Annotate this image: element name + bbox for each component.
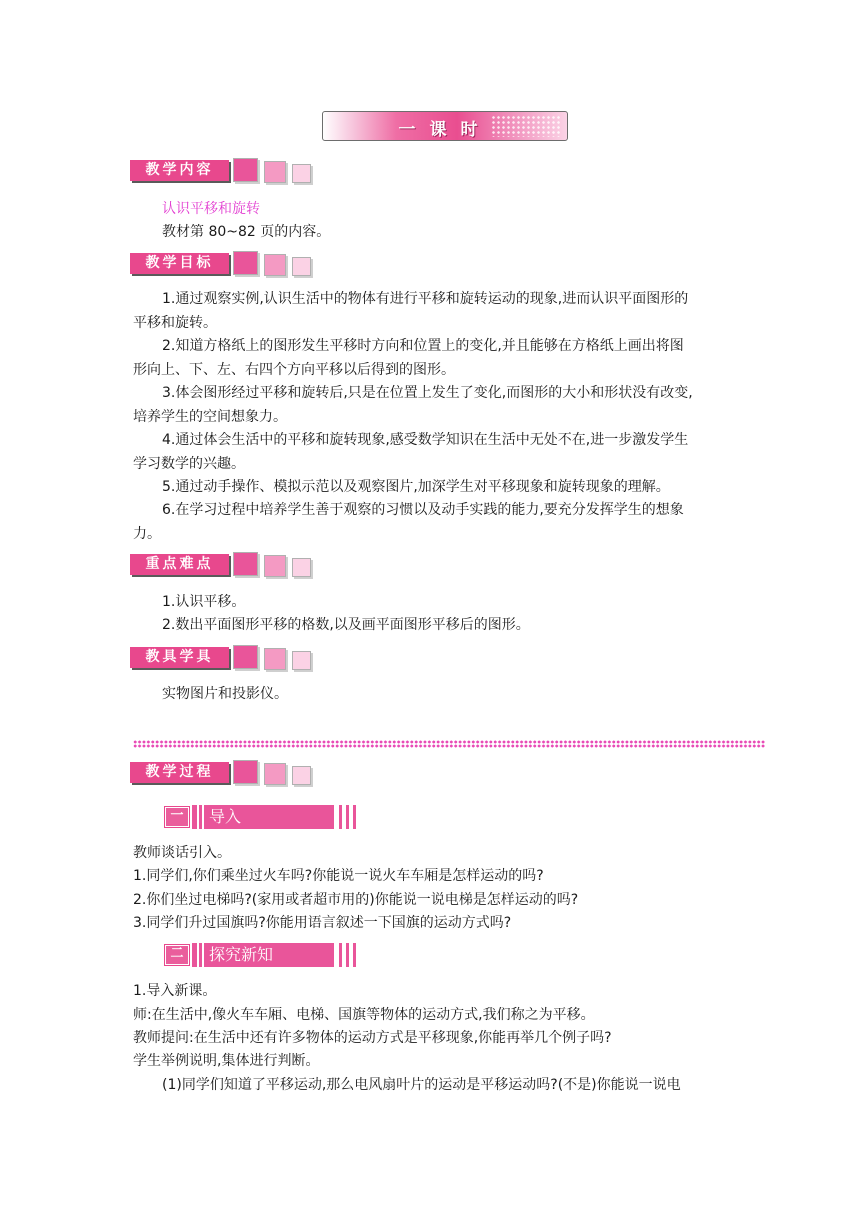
decorative-square	[264, 161, 286, 183]
banner-stripe	[339, 943, 342, 967]
decorative-square	[233, 251, 258, 275]
decorative-square	[233, 158, 258, 182]
part-name: 导入	[209, 807, 242, 826]
part-number: 一	[165, 807, 189, 827]
decorative-square	[292, 651, 311, 670]
decorative-square	[233, 760, 258, 784]
goal-line: 形向上、下、左、右四个方向平移以后得到的图形。	[133, 362, 455, 378]
goal-line: 5.通过动手操作、模拟示范以及观察图片,加深学生对平移现象和旋转现象的理解。	[162, 479, 670, 495]
explore-line: 1.导入新课。	[133, 983, 217, 999]
section-header-tools	[130, 645, 320, 673]
banner-stripe	[353, 805, 356, 829]
banner-divider	[197, 805, 199, 829]
banner-stripe	[346, 943, 349, 967]
dotted-separator	[133, 740, 765, 748]
section-header-goals	[130, 251, 320, 279]
intro-line: 教师谈话引入。	[133, 845, 231, 861]
explore-line: 学生举例说明,集体进行判断。	[133, 1053, 320, 1069]
decorative-square	[264, 555, 286, 577]
decorative-square	[292, 558, 311, 577]
decorative-square	[292, 164, 311, 183]
goal-line: 1.通过观察实例,认识生活中的物体有进行平移和旋转运动的现象,进而认识平面图形的	[162, 291, 689, 307]
intro-line: 1.同学们,你们乘坐过火车吗?你能说一说火车车厢是怎样运动的吗?	[133, 868, 544, 884]
decorative-square	[233, 645, 258, 669]
decorative-square	[264, 648, 286, 670]
key-point-line: 1.认识平移。	[162, 594, 246, 610]
part-name: 探究新知	[209, 945, 274, 964]
goal-line: 3.体会图形经过平移和旋转后,只是在位置上发生了变化,而图形的大小和形状没有改变,	[162, 385, 693, 401]
decorative-square	[233, 552, 258, 576]
banner-divider	[202, 943, 204, 967]
goal-line: 力。	[133, 526, 161, 542]
decorative-square	[264, 763, 286, 785]
banner-divider	[197, 943, 199, 967]
explore-line: 师:在生活中,像火车车厢、电梯、国旗等物体的运动方式,我们称之为平移。	[133, 1007, 595, 1023]
lesson-title-banner	[322, 111, 568, 141]
section-label: 教学目标	[130, 253, 229, 274]
goal-line: 平移和旋转。	[133, 315, 217, 331]
section-header-process	[130, 760, 320, 788]
section-header-content	[130, 158, 320, 186]
content-pages: 教材第 80~82 页的内容。	[162, 224, 331, 240]
explore-line: (1)同学们知道了平移运动,那么电风扇叶片的运动是平移运动吗?(不是)你能说一说电	[162, 1077, 681, 1093]
goal-line: 学习数学的兴趣。	[133, 456, 245, 472]
section-label: 教学内容	[130, 160, 229, 181]
decorative-square	[292, 766, 311, 785]
goal-line: 6.在学习过程中培养学生善于观察的习惯以及动手实践的能力,要充分发挥学生的想象	[162, 502, 684, 518]
intro-line: 3.同学们升过国旗吗?你能用语言叙述一下国旗的运动方式吗?	[133, 915, 512, 931]
banner-stripe	[339, 805, 342, 829]
intro-line: 2.你们坐过电梯吗?(家用或者超市用的)你能说一说电梯是怎样运动的吗?	[133, 892, 579, 908]
lesson-title: 一课时	[398, 120, 492, 140]
goal-line: 2.知道方格纸上的图形发生平移时方向和位置上的变化,并且能够在方格纸上画出将图	[162, 338, 684, 354]
banner-divider	[202, 805, 204, 829]
tools-line: 实物图片和投影仪。	[162, 686, 288, 702]
section-label: 教具学具	[130, 647, 229, 668]
content-topic: 认识平移和旋转	[162, 201, 260, 217]
decorative-square	[264, 254, 286, 276]
goal-line: 培养学生的空间想象力。	[133, 409, 287, 425]
banner-stripe	[346, 805, 349, 829]
explore-line: 教师提问:在生活中还有许多物体的运动方式是平移现象,你能再举几个例子吗?	[133, 1030, 612, 1046]
section-header-key-points	[130, 552, 320, 580]
section-label: 教学过程	[130, 762, 229, 783]
key-point-line: 2.数出平面图形平移的格数,以及画平面图形平移后的图形。	[162, 617, 530, 633]
banner-stripe	[353, 943, 356, 967]
section-label: 重点难点	[130, 554, 229, 575]
part-banner-intro	[165, 805, 362, 829]
decorative-square	[292, 257, 311, 276]
part-banner-explore	[165, 943, 362, 967]
part-number: 二	[165, 945, 189, 965]
goal-line: 4.通过体会生活中的平移和旋转现象,感受数学知识在生活中无处不在,进一步激发学生	[162, 432, 689, 448]
